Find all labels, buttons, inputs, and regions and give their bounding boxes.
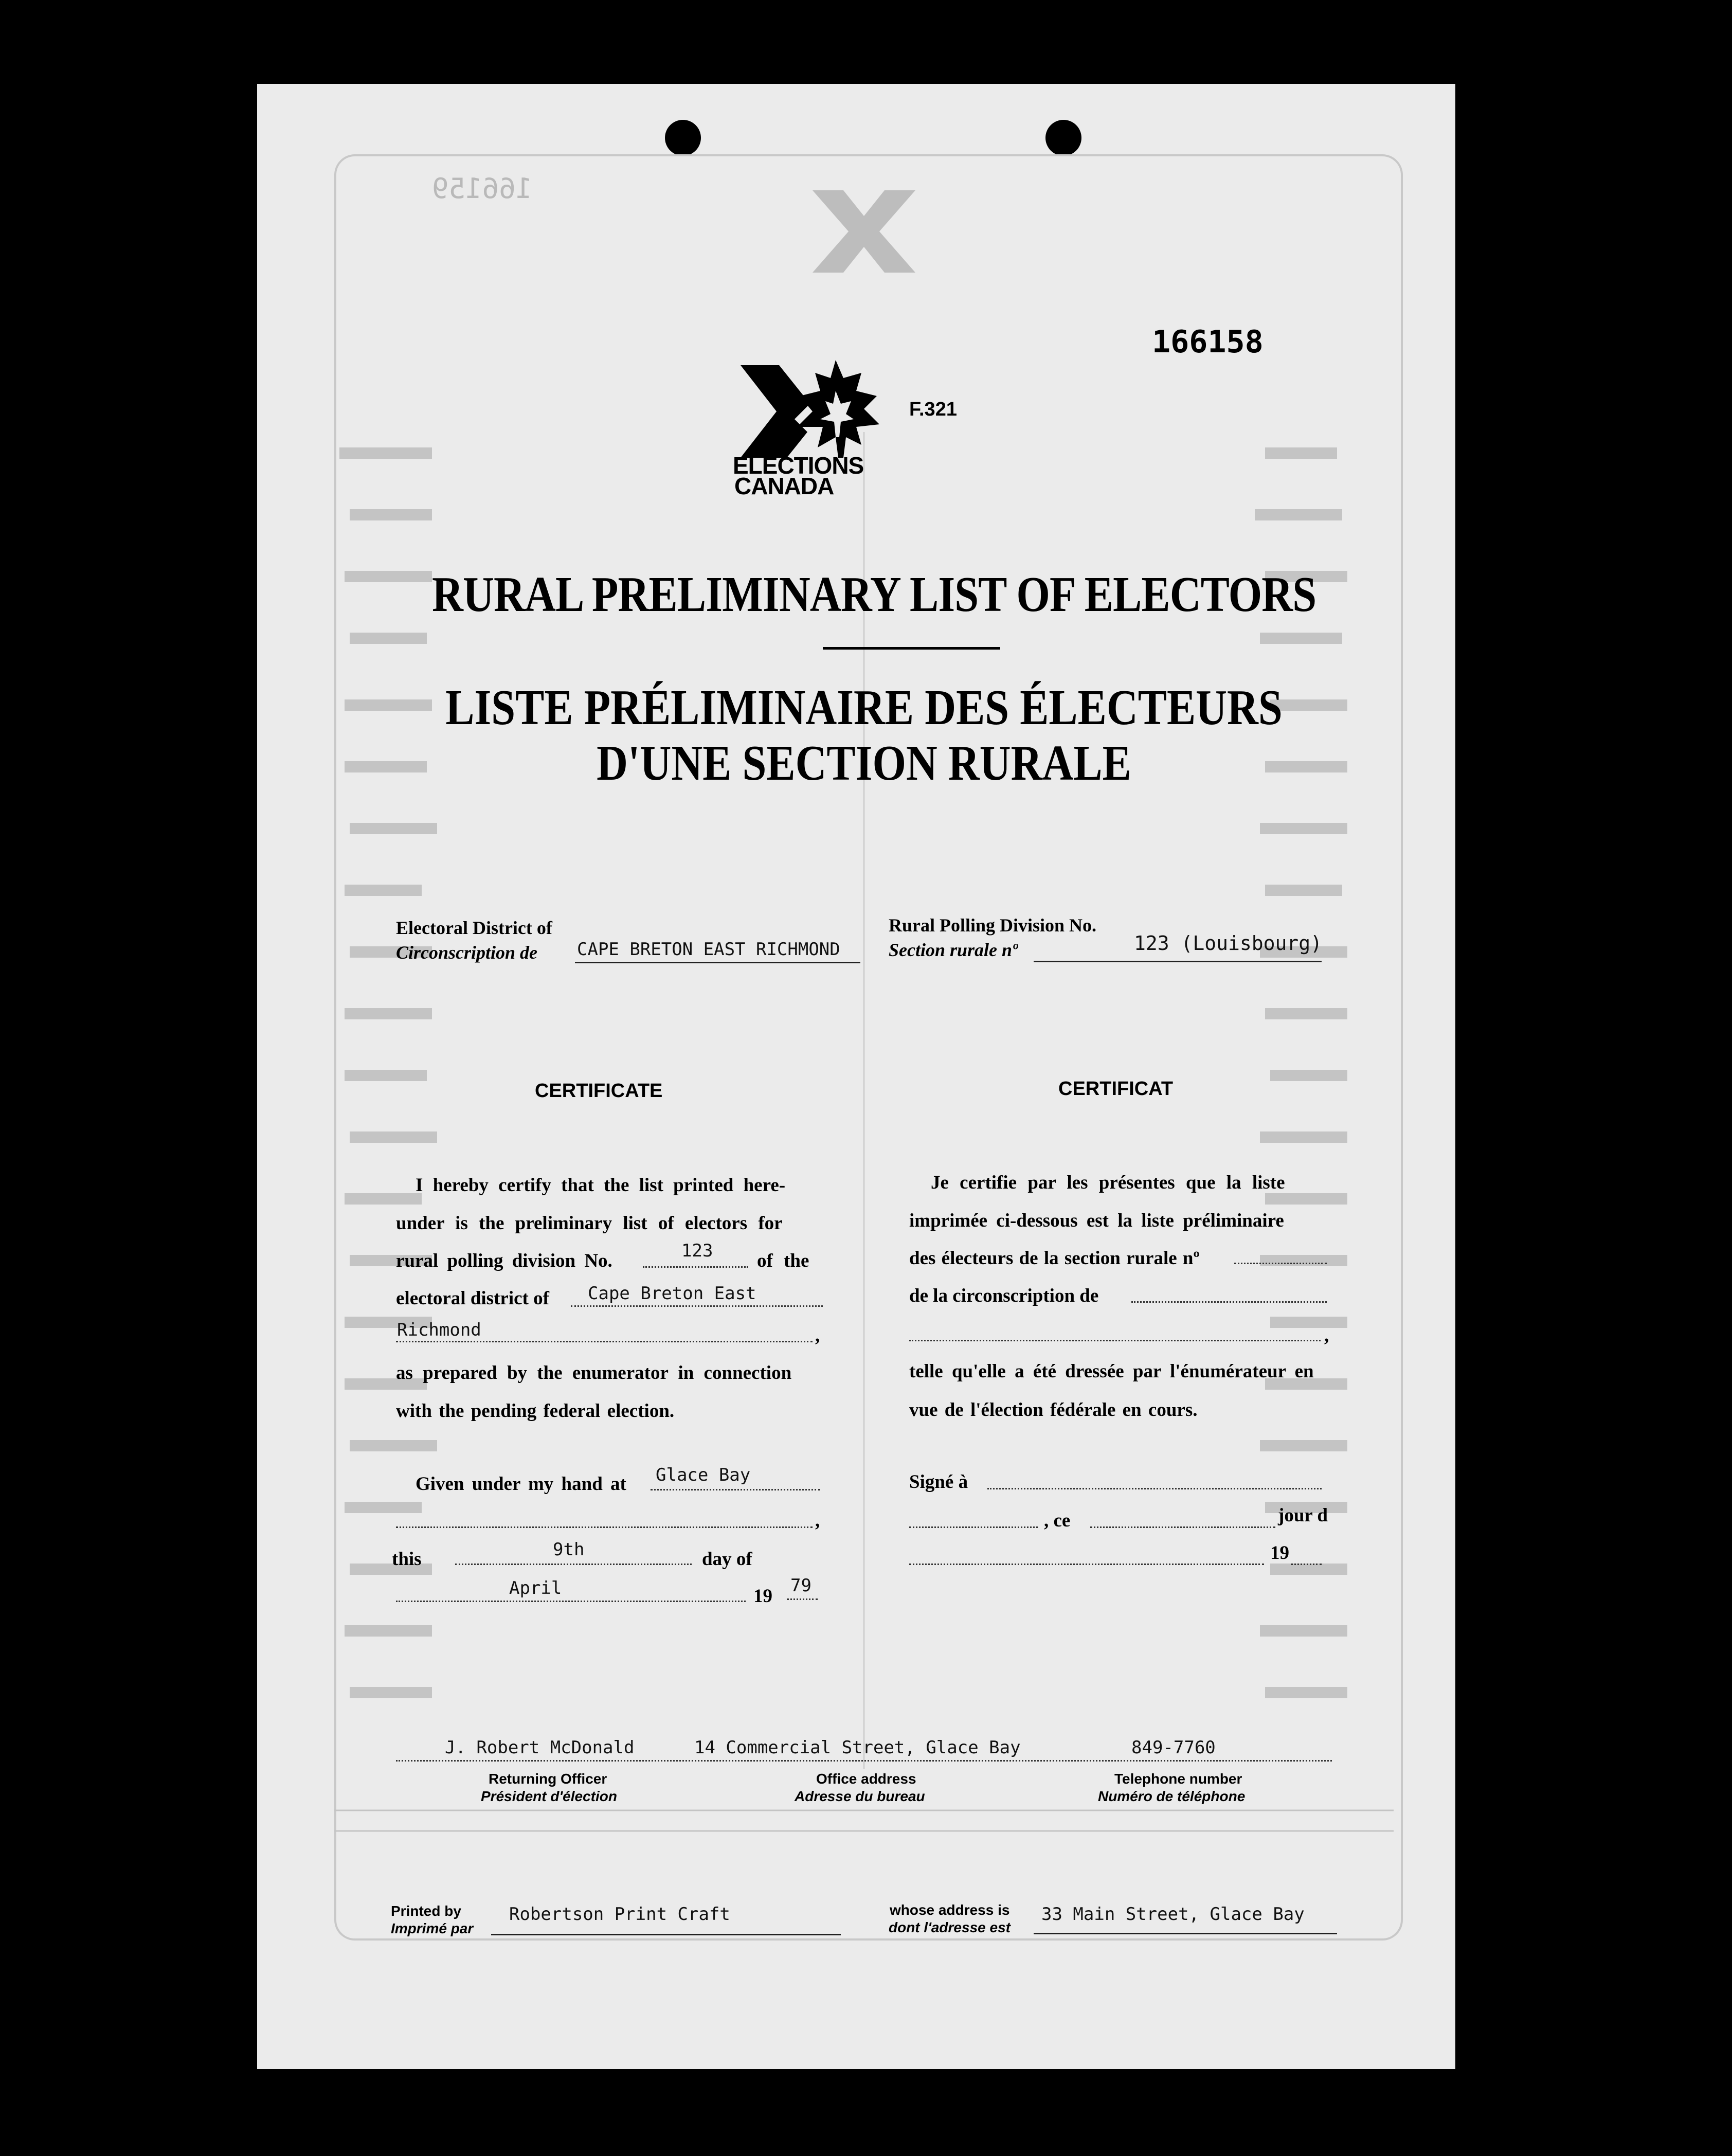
district-label-fr: Circonscription de [396,942,538,963]
district-value: CAPE BRETON EAST RICHMOND [577,939,840,960]
elections-canada-logo [730,355,915,504]
punch-hole-right [1045,120,1081,156]
jour-label: jour d [1278,1505,1328,1526]
day-typed: 9th [553,1539,585,1560]
bleed-through-texture [329,432,1399,1841]
bleed-through-serial: 166159 [432,172,533,205]
given-label: Given under my hand at [416,1474,626,1495]
certificate-fr-division-line [1234,1263,1327,1264]
certificate-fr-district-line2 [909,1340,1321,1341]
title-english: RURAL PRELIMINARY LIST OF ELECTORS [432,567,1316,622]
title-french-line2: D'UNE SECTION RURALE [597,735,1131,791]
officer-name: J. Robert McDonald [445,1737,635,1758]
signed-place-line [987,1488,1322,1489]
printer-name-line [491,1934,841,1935]
bleed-through-logo [802,185,926,288]
punch-hole-left [665,120,701,156]
printer-label-fr: Imprimé par [391,1920,474,1936]
officer-phone: 849-7760 [1131,1737,1216,1758]
year-prefix-en: 19 [753,1586,772,1607]
certificate-fr-line5: telle qu'elle a été dressée par l'énumérateur en [909,1361,1314,1382]
certificate-fr-line6: vue de l'élection fédérale en cours. [909,1399,1198,1421]
given-place-line2 [396,1526,813,1528]
signed-line2 [909,1526,1038,1528]
division-underline [1034,961,1322,962]
officer-line [396,1760,1332,1762]
month-fr-line [909,1564,1264,1565]
officer-name-label-fr: Président d'élection [481,1788,617,1804]
printer-label-en: Printed by [391,1903,461,1919]
certificate-en-line3b: of the [757,1250,809,1271]
given-comma: , [815,1510,820,1531]
printer-address-label-fr: dont l'adresse est [889,1919,1011,1935]
year-typed: 79 [790,1575,811,1596]
printer-address-label-en: whose address is [890,1902,1010,1918]
title-divider [823,647,1000,650]
x-maple-leaf-icon [730,355,915,463]
given-place: Glace Bay [656,1465,751,1485]
certificate-fr-line2: imprimée ci-dessous est la liste préliminaire [909,1210,1284,1231]
logo-text-elections: ELECTIONS [733,452,864,479]
certificate-en-heading: CERTIFICATE [535,1080,663,1102]
day-of-label: day of [702,1549,752,1570]
this-label: this [392,1549,422,1570]
certificate-en-division-no: 123 [681,1241,713,1261]
certificate-en-division-line [643,1266,748,1268]
certificate-en-comma: , [815,1325,820,1346]
certificate-fr-comma: , [1324,1325,1329,1346]
certificate-en-line1: I hereby certify that the list printed here- [416,1175,786,1196]
printer-address: 33 Main Street, Glace Bay [1041,1904,1305,1925]
ce-label: , ce [1044,1510,1071,1531]
month-typed: April [509,1578,562,1598]
certificate-fr-line1: Je certifie par les présentes que la liste [931,1172,1285,1193]
district-underline [575,962,860,963]
district-label-en: Electoral District of [396,918,552,938]
form-code: F.321 [909,399,957,420]
serial-number: 166158 [1152,324,1264,360]
certificate-fr-line4: de la circonscription de [909,1285,1099,1306]
certificate-en-line5: as prepared by the enumerator in connection [396,1362,792,1384]
title-french-line1: LISTE PRÉLIMINAIRE DES ÉLECTEURS [445,680,1283,735]
certificate-en-line4a: electoral district of [396,1288,549,1309]
year-line [787,1598,818,1600]
officer-address-label-fr: Adresse du bureau [795,1788,925,1804]
jour-line [1090,1526,1275,1528]
officer-address-label-en: Office address [816,1771,916,1787]
year-prefix-fr: 19 [1270,1542,1289,1564]
division-label-en: Rural Polling Division No. [889,915,1097,936]
printer-address-line [1034,1933,1337,1934]
given-place-line [651,1489,820,1490]
certificate-en-line3a: rural polling division No. [396,1250,612,1271]
officer-phone-label-en: Telephone number [1114,1771,1242,1787]
certificate-en-district-line1 [571,1305,823,1307]
certificate-en-district-line2 [396,1341,813,1342]
division-value: 123 (Louisbourg) [1134,932,1323,955]
signed-label: Signé à [909,1471,968,1493]
month-line [396,1601,746,1602]
officer-name-label-en: Returning Officer [489,1771,607,1787]
certificate-fr-district-line1 [1131,1301,1327,1303]
officer-phone-label-fr: Numéro de téléphone [1098,1788,1246,1804]
certificate-en-district-typed1: Cape Breton East [588,1283,756,1304]
printer-name: Robertson Print Craft [509,1904,730,1925]
certificate-en-line2: under is the preliminary list of electors for [396,1213,783,1234]
certificate-fr-line3: des électeurs de la section rurale nº [909,1248,1200,1269]
certificate-en-district-typed2: Richmond [397,1320,481,1340]
year-fr-line [1291,1564,1322,1565]
certificate-fr-heading: CERTIFICAT [1058,1078,1174,1100]
logo-text-canada: CANADA [734,473,834,499]
division-label-fr: Section rurale nº [889,940,1018,960]
day-line [455,1564,692,1565]
certificate-en-line6: with the pending federal election. [396,1400,675,1422]
officer-address: 14 Commercial Street, Glace Bay [694,1737,1021,1758]
